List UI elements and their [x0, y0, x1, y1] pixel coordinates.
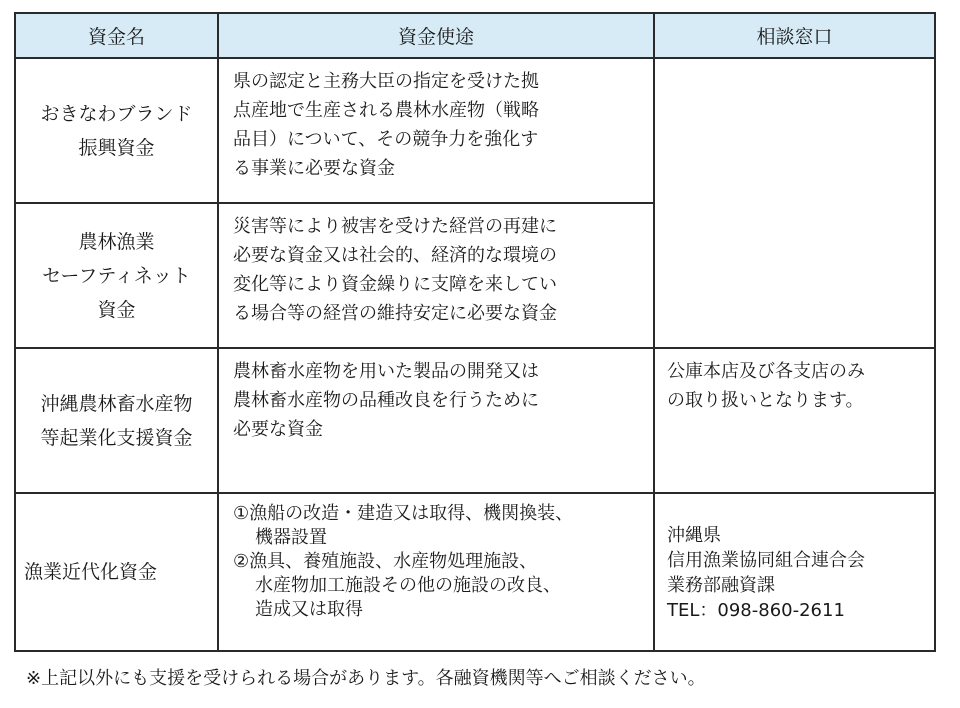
fund-use-line: 点産地で生産される農林水産物（戦略 — [233, 100, 539, 121]
contact-line: の取り扱いとなります。 — [667, 390, 864, 411]
table-header-row — [15, 13, 935, 58]
fund-name-cell — [15, 203, 218, 348]
contact-line: 信用漁業協同組合連合会 — [667, 550, 865, 571]
fund-use-line: 必要な資金又は社会的、経済的な環境の — [233, 245, 557, 266]
fund-use-line: 造成又は取得 — [255, 599, 363, 620]
fund-use-line: 水産物加工施設その他の施設の改良、 — [255, 575, 561, 596]
fund-use-line: ①漁船の改造・建造又は取得、機関換装、 — [233, 503, 574, 524]
contact-cell — [654, 348, 935, 493]
contact-line: 公庫本店及び各支店のみ — [667, 361, 865, 382]
contact-phone: TEL：098-860-2611 — [667, 600, 845, 621]
header-fund-use: 資金使途 — [218, 13, 654, 58]
fund-name-cell — [15, 348, 218, 493]
contact-line: 沖縄県 — [667, 525, 721, 546]
fund-use-line: 農林畜水産物の品種改良を行うために — [233, 390, 539, 411]
contact-cell — [654, 493, 935, 651]
fund-use-line: る場合等の経営の維持安定に必要な資金 — [233, 303, 557, 324]
footnote: ※上記以外にも支援を受けられる場合があります。各融資機関等へご相談ください。 — [26, 668, 706, 689]
fund-name-line: 沖縄農林畜水産物 — [40, 392, 193, 415]
fund-use-line: る事業に必要な資金 — [233, 158, 395, 179]
table-row — [15, 58, 935, 203]
fund-use-line: 必要な資金 — [233, 419, 323, 440]
fund-use-cell — [218, 203, 654, 348]
fund-use-cell — [218, 348, 654, 493]
fund-name-line: 農林漁業 — [78, 230, 155, 253]
fund-name-cell — [15, 493, 218, 651]
fund-use-line: 変化等により資金繰りに支障を来してい — [233, 274, 557, 295]
contact-cell-empty — [654, 58, 935, 348]
funding-table — [14, 12, 936, 652]
fund-use-line: 災害等により被害を受けた経営の再建に — [233, 216, 557, 237]
fund-use-cell — [218, 58, 654, 203]
fund-name-line: 資金 — [97, 298, 136, 321]
fund-name-line: セーフティネット — [42, 264, 191, 287]
fund-use-line: ②漁具、養殖施設、水産物処理施設、 — [233, 551, 538, 572]
fund-use-line: 機器設置 — [255, 527, 327, 548]
fund-use-line: 農林畜水産物を用いた製品の開発又は — [233, 361, 539, 382]
header-fund-name: 資金名 — [15, 13, 218, 58]
contact-line: 業務部融資課 — [667, 575, 775, 596]
header-contact: 相談窓口 — [654, 13, 935, 58]
fund-name-line: 等起業化支援資金 — [40, 426, 193, 449]
fund-name-line: 漁業近代化資金 — [24, 561, 158, 583]
fund-use-cell — [218, 493, 654, 651]
table-row — [15, 348, 935, 493]
fund-name-cell — [15, 58, 218, 203]
fund-name-line: おきなわブランド — [40, 102, 193, 125]
fund-use-line: 県の認定と主務大臣の指定を受けた拠 — [233, 71, 539, 92]
fund-use-line: 品目）について、その競争力を強化す — [233, 129, 539, 150]
fund-name-line: 振興資金 — [78, 136, 155, 159]
funding-table-container — [14, 12, 934, 652]
table-row — [15, 493, 935, 651]
